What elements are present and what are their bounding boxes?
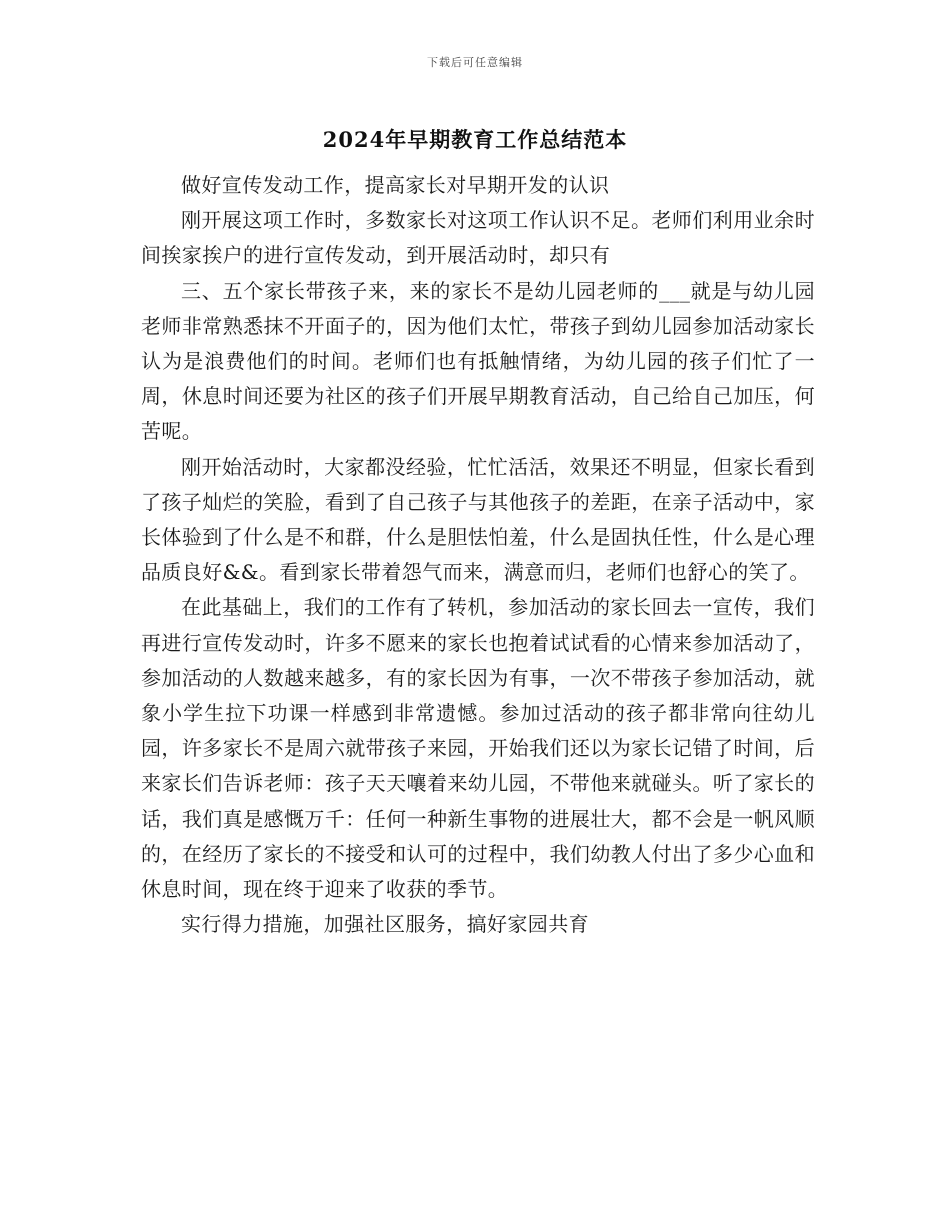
section-heading-publicity: 做好宣传发动工作，提高家长对早期开发的认识 (181, 173, 610, 197)
section-heading-measures: 实行得力措施，加强社区服务，搞好家园共育 (181, 912, 589, 937)
document-title: 2024年早期教育工作总结范本 (322, 127, 628, 152)
page-header-note: 下载后可任意编辑 (427, 56, 523, 69)
paragraph-early-work: 刚开展这项工作时，多数家长对这项工作认识不足。老师们利用业余时间挨家挨户的进行宣传发动，到开展活动时，却只有 (141, 208, 815, 268)
paragraph-first-activities: 刚开始活动时，大家都没经验，忙忙活活，效果还不明显，但家长看到了孩子灿烂的笑脸，看到了自己孩子与其他孩子的差距，在亲子活动中，家长体验到了什么是不和群，什么是胆怯怕羞，什么是固执任性，什么是心理品质良好&&。看到家长带着怨气而来，满意而归，老师们也舒心的笑了。 (141, 454, 815, 585)
document-body (141, 168, 815, 942)
paragraph-turning-point: 在此基础上，我们的工作有了转机，参加活动的家长回去一宣传，我们再进行宣传发动时，许多不愿来的家长也抱着试试看的心情来参加活动了，参加活动的人数越来越多，有的家长因为有事，一次不带孩子参加活动，就象小学生拉下功课一样感到非常遗憾。参加过活动的孩子都非常向往幼儿园，许多家长不是周六就带孩子来园，开始我们还以为家长记错了时间，后来家长们告诉老师：孩子天天嚷着来幼儿园，不带他来就碰头。听了家长的话，我们真是感慨万千：任何一种新生事物的进展壮大，都不会是一帆风顺的，在经历了家长的不接受和认可的过程中，我们幼教人付出了多少心血和休息时间，现在终于迎来了收获的季节。 (141, 595, 815, 902)
paragraph-few-parents: 三、五个家长带孩子来，来的家长不是幼儿园老师的___就是与幼儿园老师非常熟悉抹不开面子的，因为他们太忙，带孩子到幼儿园参加活动家长认为是浪费他们的时间。老师们也有抵触情绪，为幼儿园的孩子们忙了一周，休息时间还要为社区的孩子们开展早期教育活动，自己给自己加压，何苦呢。 (141, 278, 815, 444)
